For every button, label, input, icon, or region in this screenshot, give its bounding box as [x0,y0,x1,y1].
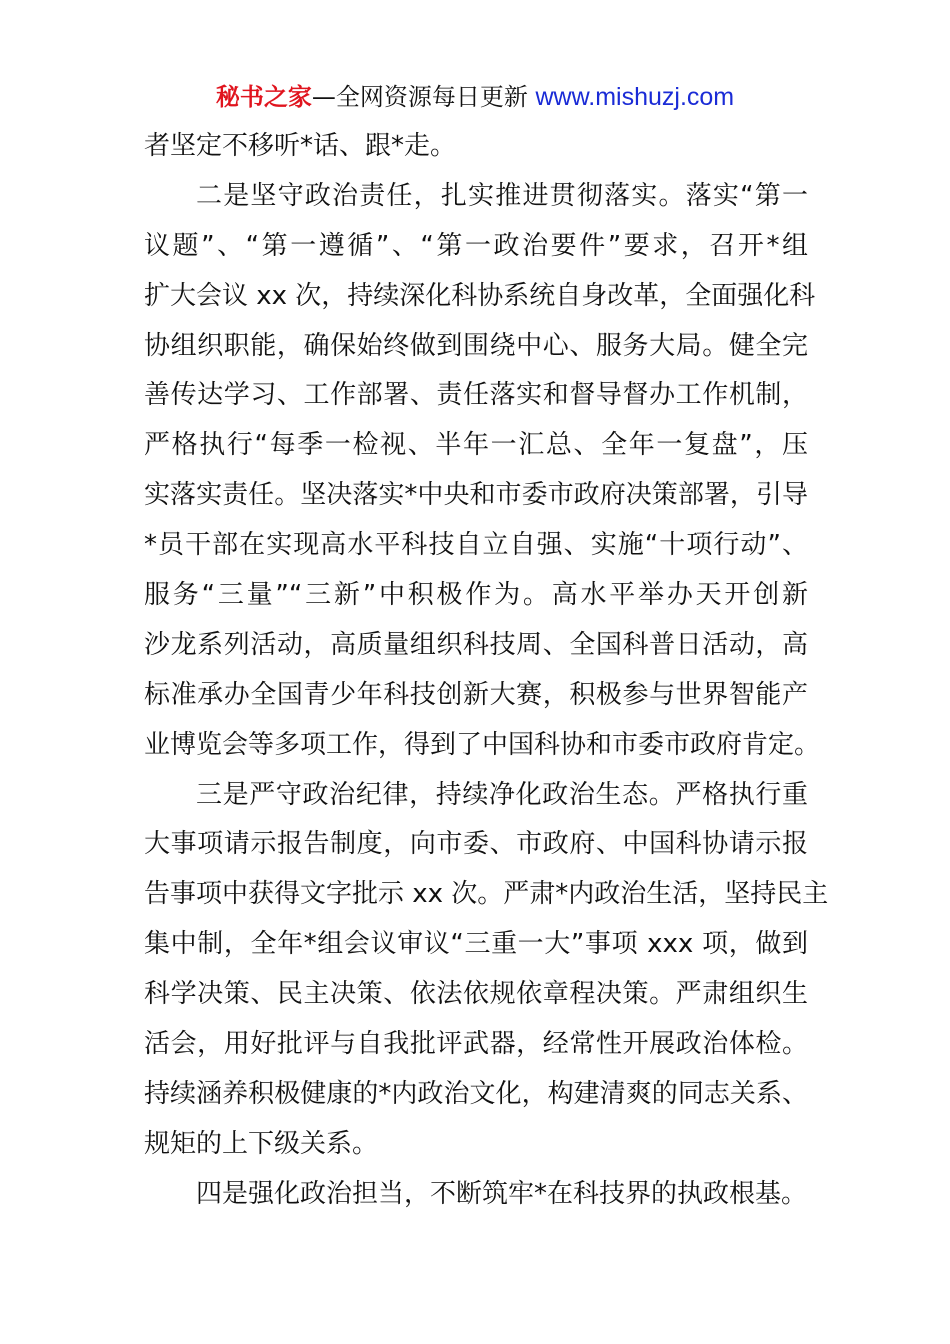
text-line: 二是坚守政治责任，扎实推进贯彻落实。落实“第一 [196,180,808,211]
watermark-header [0,80,950,114]
text-line: 沙龙系列活动，高质量组织科技周、全国科普日活动，高 [144,629,808,660]
brand-name: 秘书之家 [215,83,312,111]
text-line: 科学决策、民主决策、依法依规依章程决策。严肃组织生 [144,979,808,1010]
text-line: 大事项请示报告制度，向市委、市政府、中国科协请示报 [144,829,808,860]
text-line: 持续涵养积极健康的*内政治文化，构建清爽的同志关系、 [144,1078,808,1109]
site-url: www.mishuzj.com [535,83,735,111]
text-line: 规矩的上下级关系。 [144,1128,379,1159]
text-line: 善传达学习、工作部署、责任落实和督导督办工作机制， [144,380,808,411]
text-line: 议题”、“第一遵循”、“第一政治要件”要求，召开*组 [144,230,808,261]
text-line: 服务“三量”“三新”中积极作为。高水平举办天开创新 [144,580,808,611]
text-line: 严格执行“每季一检视、半年一汇总、全年一复盘”，压 [144,430,808,461]
text-line: 业博览会等多项工作，得到了中国科协和市委市政府肯定。 [144,729,821,760]
text-line: 告事项中获得文字批示 xx 次。严肃*内政治生活，坚持民主 [144,879,829,910]
text-line: 四是强化政治担当，不断筑牢*在科技界的执政根基。 [196,1178,808,1209]
text-line: *员干部在实现高水平科技自立自强、实施“十项行动”、 [144,530,808,561]
document-body [144,122,829,1220]
text-line: 标准承办全国青少年科技创新大赛，积极参与世界智能产 [144,679,808,710]
text-line: 活会，用好批评与自我批评武器，经常性开展政治体检。 [144,1029,808,1060]
text-line: 者坚定不移听*话、跟*走。 [144,131,457,161]
text-line: 集中制，全年*组会议审议“三重一大”事项 xxx 项，做到 [144,929,808,960]
text-line: 实落实责任。坚决落实*中央和市委市政府决策部署，引导 [144,480,808,511]
text-line: 三是严守政治纪律，持续净化政治生态。严格执行重 [196,779,808,810]
text-line: 协组织职能，确保始终做到围绕中心、服务大局。健全完 [144,330,808,361]
text-line: 扩大会议 xx 次，持续深化科协系统自身改革，全面强化科 [144,280,816,311]
header-tagline: —全网资源每日更新 [311,83,528,111]
